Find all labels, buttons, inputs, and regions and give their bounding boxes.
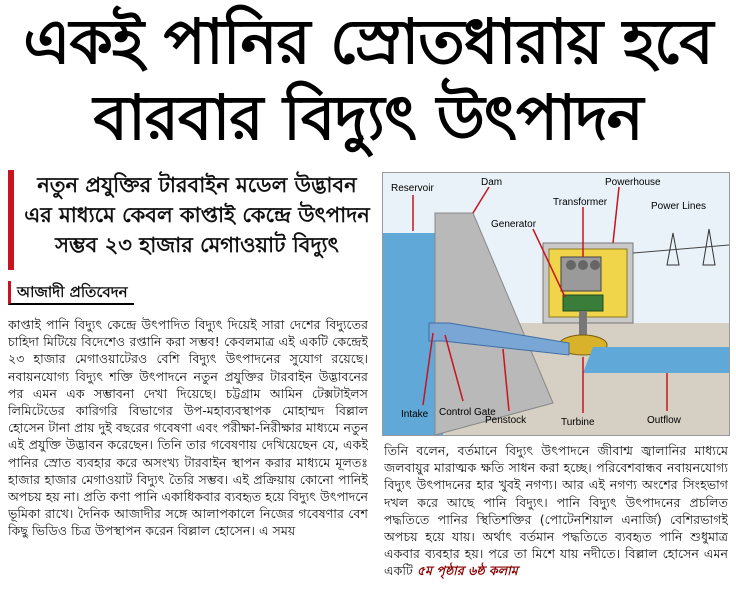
label-outflow: Outflow	[647, 415, 681, 426]
label-intake: Intake	[401, 409, 429, 420]
article-text-left: কাপ্তাই পানি বিদ্যুৎ কেন্দ্রে উৎপাদিত বিদ্যুৎ দিয়েই সারা দেশের বিদ্যুতের চাহিদা মিটিয়ে বিদেশেও রপ্তানি করা সম্ভব! কেবলমাত্র এই একটি কেন্দ্রেই ২৩ হাজার মেগাওয়াটেরও বেশি বিদ্যুৎ উৎপাদনের সুযোগ রয়েছে। নবায়নযোগ্য বিদ্যুৎ শক্তি উৎপাদনে নতুন প্রযুক্তির টারবাইন উদ্ভাবনের পর এমন এক সম্ভাবনা দেখা দিয়েছে। চট্টগ্রাম আমিন টেক্সটাইলস লিমিটেডের কারিগরি বিভাগের উপ-মহাব্যবস্থাপক মোহাম্মদ বিল্লাল হোসেন টানা প্রায় দুই বছরের গবেষণা এবং পরীক্ষা-নিরীক্ষার মাধ্যমে নতুন এই প্রযুক্তি উদ্ভাবন করেছেন। তিনি তার গবেষণায় দেখিয়েছেন যে, একই পানির স্রোত ব্যবহার করে অসংখ্য টারবাইন স্থাপন করার মাধ্যমে মূলতঃ হাজার হাজার মেগাওয়াট বিদ্যুৎ তৈরি সম্ভব। এই প্রক্রিয়ায় কোনো পানিই অপচয় হয় না। প্রতি কণা পানি একাধিকবার ব্যবহৃত হয়ে বিদ্যুৎ উৎপাদনে ভূমিকা রাখে। দৈনিক আজাদীর সঙ্গে আলাপকালে নিজের গবেষণার বেশ কিছু ভিডিও চিত্র উপস্থাপন করেন বিল্লাল হোসেন। এ সময়	[8, 317, 368, 539]
byline: আজাদী প্রতিবেদন	[8, 281, 134, 305]
generator	[563, 295, 603, 311]
headline	[0, 0, 736, 160]
subheadline-line-2: এর মাধ্যমে কেবল কাপ্তাই কেন্দ্রে উৎপাদন	[24, 203, 370, 227]
outflow-water	[583, 347, 729, 373]
label-power-lines: Power Lines	[651, 201, 707, 212]
label-control-gate: Control Gate	[439, 407, 496, 418]
label-dam: Dam	[481, 177, 503, 188]
label-reservoir: Reservoir	[391, 183, 434, 194]
hydropower-diagram	[382, 172, 730, 436]
label-transformer: Transformer	[553, 197, 608, 208]
article-column-left	[8, 316, 368, 604]
article-text-right	[384, 442, 728, 580]
subheadline	[8, 170, 370, 270]
label-generator: Generator	[491, 219, 537, 230]
label-powerhouse: Powerhouse	[605, 177, 661, 188]
headline-line-1: একই পানির স্রোতধারায় হবে	[23, 5, 713, 78]
continuation-link[interactable]: ৫ম পৃষ্ঠার ৬ষ্ঠ কলাম	[416, 563, 518, 579]
label-penstock: Penstock	[485, 415, 527, 426]
article-text-right-body: তিনি বলেন, বর্তমানে বিদ্যুৎ উৎপাদনে জীবাশ্ম জ্বালানির মাধ্যমে জলবায়ুর মারাত্মক ক্ষতি সাধন করা হচ্ছে। পরিবেশবান্ধব নবায়নযোগ্য বিদ্যুৎ উৎপাদনের হার খুবই নগণ্য। আর এই নগণ্য অংশের সিংহভাগ দখল করে আছে পানি বিদ্যুৎ। পানি বিদ্যুৎ উৎপাদনের প্রচলিত পদ্ধতিতে পানির স্থিতিশক্তির (পোটেনশিয়াল এনার্জি) বেশিরভাগই অপচয় হয়ে যায়। অর্থাৎ বর্তমান পদ্ধতিতে ব্যবহৃত পানি শুধুমাত্র একবার ব্যবহার হয়। পরে তা মিশে যায় নদীতে। বিল্লাল হোসেন এমন একটি	[384, 443, 728, 579]
headline-line-2: বারবার বিদ্যুৎ উৎপাদন	[93, 81, 643, 154]
article-column-right	[384, 442, 728, 604]
label-turbine: Turbine	[561, 417, 595, 428]
hydropower-diagram-svg	[383, 173, 729, 435]
subheadline-line-1: নতুন প্রযুক্তির টারবাইন মডেল উদ্ভাবন	[37, 173, 357, 197]
subheadline-line-3: সম্ভব ২৩ হাজার মেগাওয়াট বিদ্যুৎ	[55, 233, 339, 257]
